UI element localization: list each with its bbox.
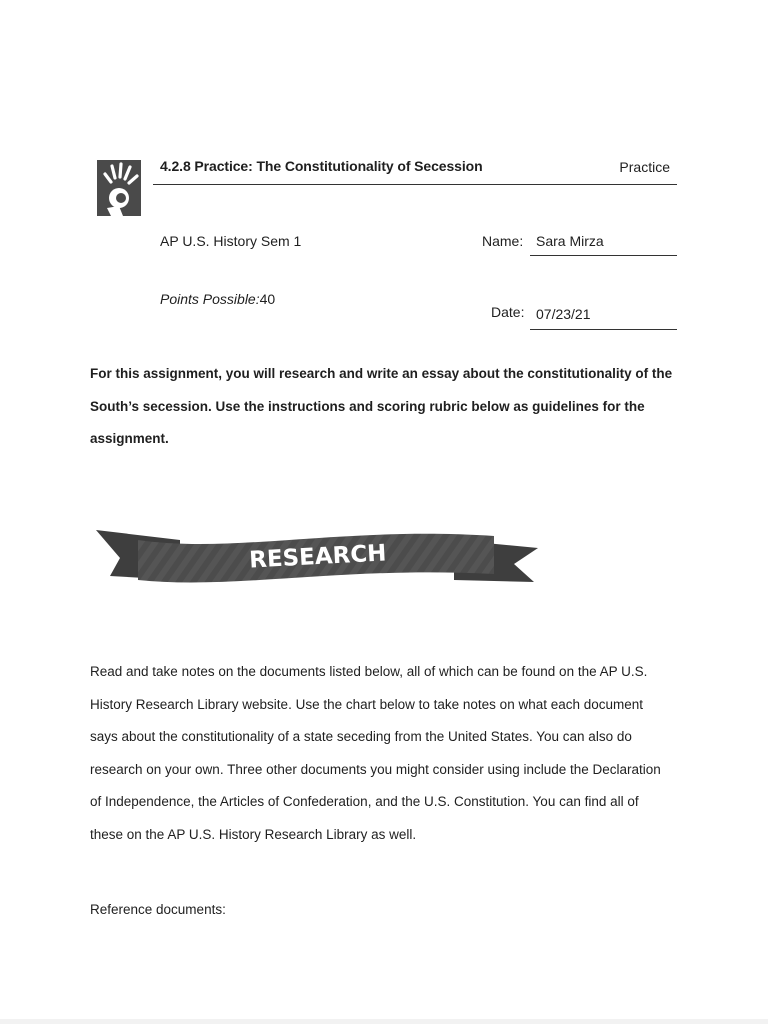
banner-label: RESEARCH xyxy=(248,540,388,574)
body-line: says about the constitutionality of a state seceding from the United States. You can also do xyxy=(90,729,632,744)
body-line: Read and take notes on the documents listed below, all of which can be found on the AP U.S. xyxy=(90,664,648,679)
activity-type-label: Practice xyxy=(619,159,670,175)
intro-line: assignment. xyxy=(90,431,169,446)
name-field[interactable]: Sara Mirza xyxy=(530,222,677,256)
lightbulb-person-icon xyxy=(97,160,141,216)
reference-documents-label: Reference documents: xyxy=(90,902,226,917)
points-label: Points Possible: xyxy=(160,291,260,307)
assignment-title: 4.2.8 Practice: The Constitutionality of Secession xyxy=(160,158,483,174)
body-line: of Independence, the Articles of Confederation, and the U.S. Constitution. You can find all of xyxy=(90,794,639,809)
points-value: 40 xyxy=(259,291,276,307)
body-line: History Research Library website. Use the chart below to take notes on what each document xyxy=(90,696,644,712)
date-field[interactable]: 07/23/21 xyxy=(530,295,677,330)
course-name: AP U.S. History Sem 1 xyxy=(160,233,302,249)
name-label: Name: xyxy=(482,233,524,249)
header-divider xyxy=(153,184,677,185)
intro-line: For this assignment, you will research and write an essay about the constitutionality of the xyxy=(90,366,673,381)
body-line: research on your own. Three other documents you might consider using include the Declaration xyxy=(90,761,661,777)
date-label: Date: xyxy=(491,304,525,320)
assignment-instructions xyxy=(90,358,690,456)
points-possible xyxy=(160,291,275,307)
research-banner xyxy=(94,520,540,588)
page-bottom-edge xyxy=(0,1019,768,1024)
research-instructions xyxy=(90,656,690,851)
body-line: these on the AP U.S. History Research Library as well. xyxy=(90,826,417,842)
intro-line: South’s secession. Use the instructions and scoring rubric below as guidelines for the xyxy=(90,398,645,414)
